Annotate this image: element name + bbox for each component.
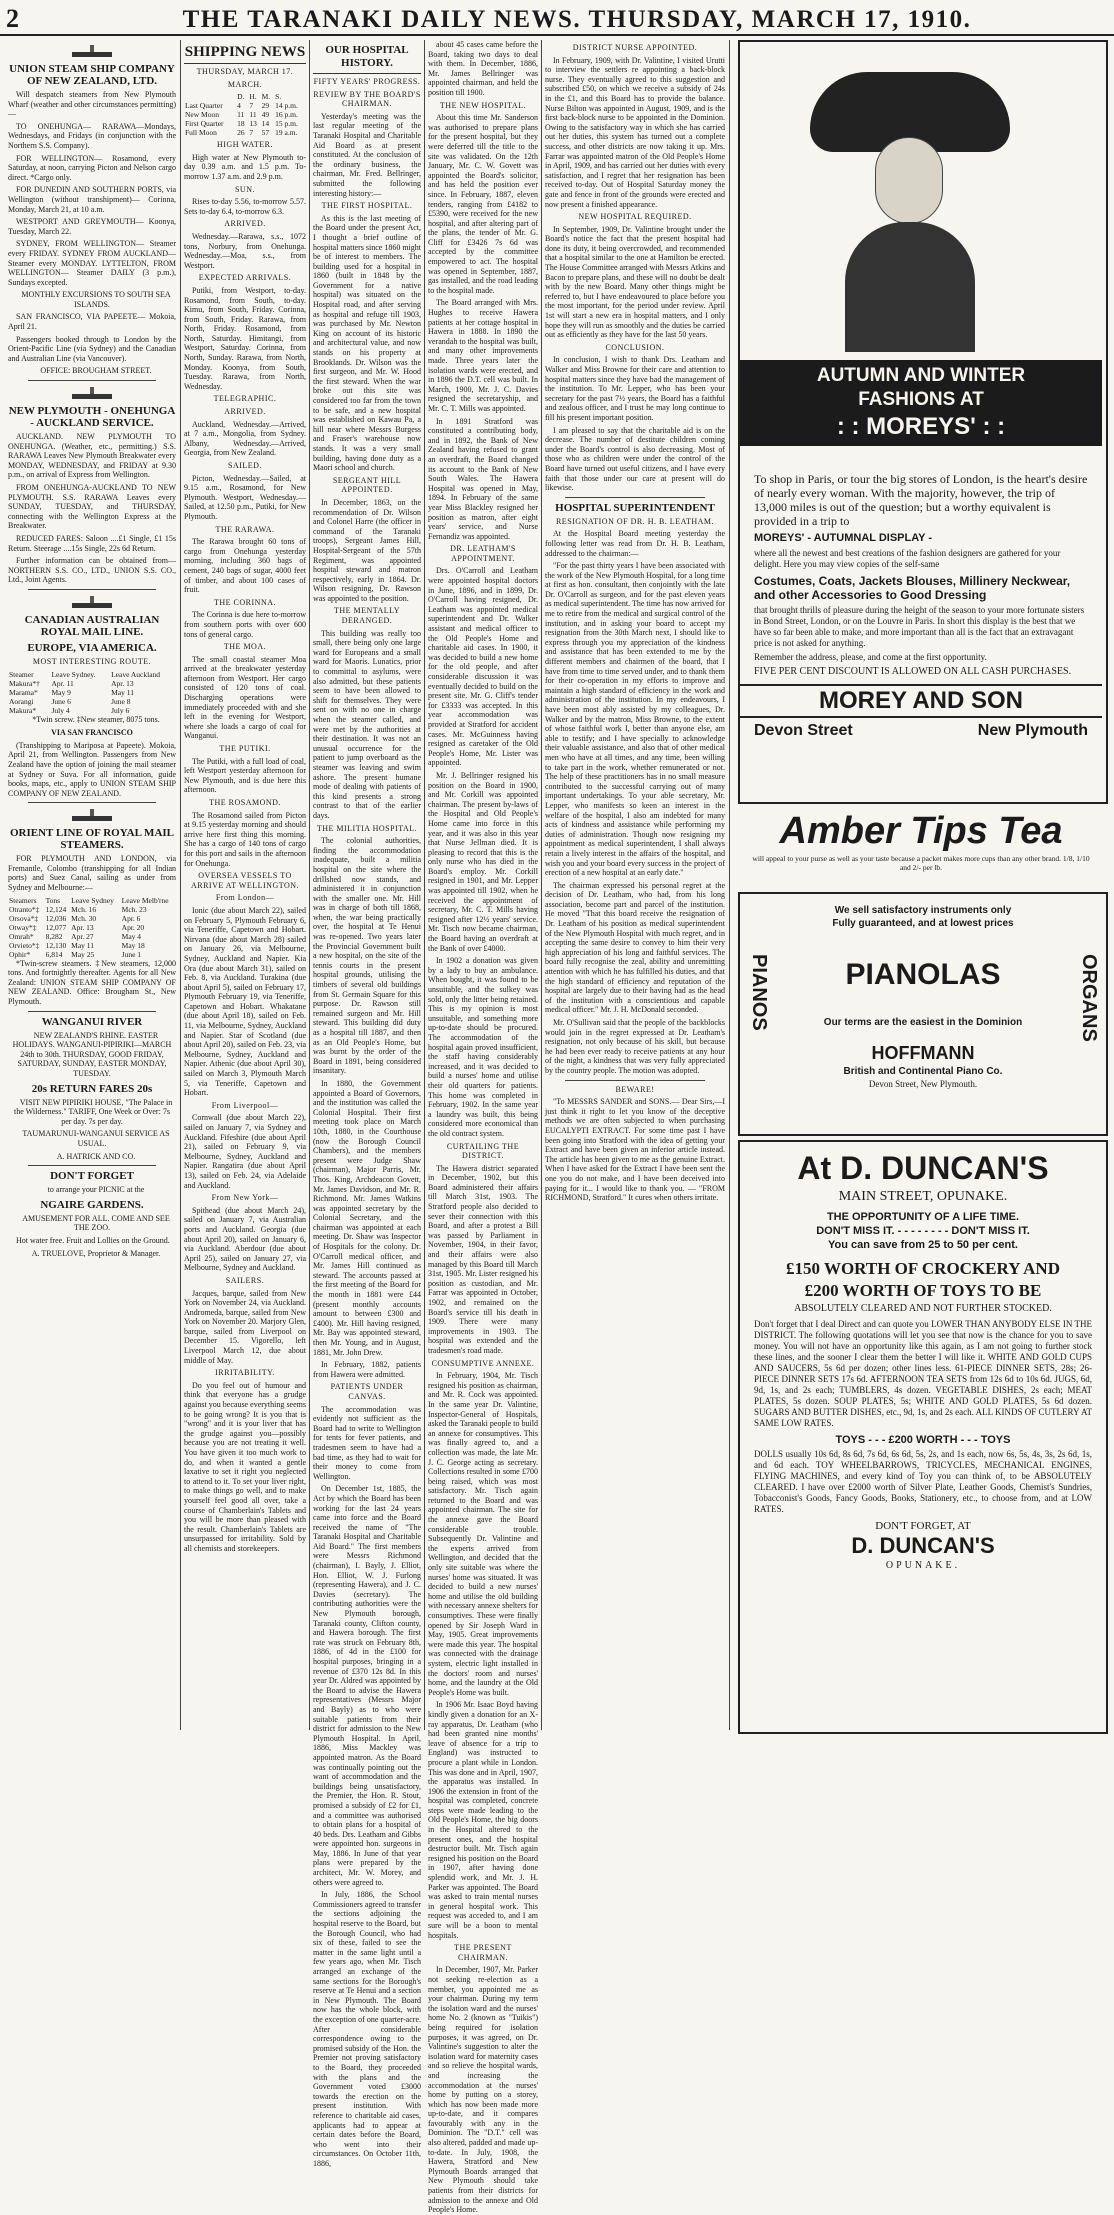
canadian-schedule-table <box>8 670 176 715</box>
fashion-title-line3: : : MOREYS' : : <box>836 413 1006 440</box>
table-row <box>8 688 176 697</box>
table-cell: Apr. 11 <box>51 678 74 688</box>
duncans-street: MAIN STREET, OPUNAKE. <box>838 1189 1008 1204</box>
article-paragraph: In 1891 Stratford was constituted a contributing body, and in 1892, the Bank of New Zealand having refused to grant an overdraft, the Board changed its account to the Bank of New South Wales. The Hawera Hospital was opened in May, 1894. In February of the same year Miss Blackley resigned her position as matron, after eight years' service, and Nurse Fernandiz was appointed. <box>428 416 538 541</box>
table-cell: Makura* <box>9 705 37 715</box>
table-cell: Full Moon <box>185 128 217 138</box>
cleared-line: ABSOLUTELY CLEARED AND NOT FURTHER STOCKED. <box>794 1303 1052 1314</box>
table-cell: 12,077 <box>45 922 67 932</box>
dont-miss-line: DON'T MISS IT. - - - - - - - - DON'T MISS IT. <box>816 1225 1030 1237</box>
table-cell: May 11 <box>111 687 134 697</box>
taumarunui-service: TAUMARUNUI-WANGANUI SERVICE AS USUAL. <box>22 1129 170 1148</box>
moon-phases-table <box>184 92 306 137</box>
table-cell: Apr. 13 <box>111 678 134 688</box>
article-paragraph: In 1902 a donation was given by a lady to buy an ambulance. When bought, it was found to be unsuitable, and the sulkey was sold, only the litter being retained. This is my opinion is most unsuitable, and something more up-to-date should be procured. The accommodation of the hospital again proved insufficient, the staff having considerably increased, and it was decided to build a nurses' home and utilise their old quarters for patients. This home was completed in February, 1902. In the same year a laundry was built, this being considered more economical than the old contract system. <box>428 956 538 1138</box>
high-water-heading: HIGH WATER. <box>216 140 273 150</box>
hoffmann-name: HOFFMANN <box>871 1043 975 1063</box>
table-cell: June 8 <box>111 696 131 706</box>
amber-tips-tea-advert <box>738 808 1104 886</box>
steamship-icon <box>62 385 122 401</box>
table-cell: Apr. 20 <box>121 922 145 932</box>
table-cell: Orvieto*‡ <box>9 940 40 950</box>
firm-name: MOREY AND SON <box>740 684 1102 718</box>
amusement-text: AMUSEMENT FOR ALL. COME AND SEE THE ZOO. <box>22 1213 170 1233</box>
arrived2-text: Auckland, Wednesday.—Arrived, at 7 a.m., Mongolia, from Sydney. Albany, Wednesday.—Arrived, Georgia, from New Zealand. <box>184 419 306 458</box>
toys-line: £200 WORTH OF TOYS TO BE <box>804 1281 1042 1300</box>
irritability-heading: IRRITABILITY. <box>215 1368 275 1378</box>
onehunga-np-body: FROM ONEHUNGA-AUCKLAND TO NEW PLYMOUTH. S.S. RARAWA Leaves every SUNDAY, TUESDAY, and THURSDAY, connecting with the Wellington Express at the Breakwater. <box>8 483 176 531</box>
dont-forget-line: DON'T FORGET, AT <box>875 1520 971 1532</box>
table-header: H. <box>249 92 257 102</box>
table-cell: 14 <box>261 119 270 129</box>
from-liverpool-text: Cornwall (due about March 22), sailed on January 7, via Sydney and Auckland. Fifeshire (due about April 21), sailed on February 9, via Melbourne, Sydney, Auckland and Napier. Rangatira (due about April 13), sailed on Feb. 24, via Adelaide and Auckland. <box>184 1113 306 1190</box>
firm-address <box>740 718 1102 744</box>
table-cell: Last Quarter <box>185 101 223 111</box>
fashion-body: To shop in Paris, or tour the big stores of London, is the heart's desire of nearly every woman. With the majority, however, the trip of 13,000 miles is out of the question; but a worthy equivalent is provided in a trip to <box>754 472 1088 528</box>
reduced-fares: REDUCED FARES: Saloon ....£1 Single, £1 15s Return. Steerage ....15s Single, 22s 6d Return. <box>8 533 176 553</box>
table-cell: May 9 <box>51 687 71 697</box>
table-cell: 7 <box>249 128 254 138</box>
moa-text: The small coastal steamer Moa arrived at the breakwater yesterday afternoon from Westport. Her cargo consisted of 120 tons of coal. Discharging operations were immediately proceeded with and she left in the evening for Westport, where she loads a cargo of coal for Wanganui. <box>184 654 306 741</box>
westport-service: WESTPORT AND GREYMOUTH— Koonya, Tuesday, March 22. <box>8 217 176 236</box>
table-cell: New Moon <box>185 110 219 120</box>
table-cell: May 18 <box>121 940 145 950</box>
canadian-heading: CANADIAN AUSTRALIAN ROYAL MAIL LINE. <box>24 613 160 638</box>
hospital-history-column-1 <box>313 40 421 2168</box>
rosamond-heading: THE ROSAMOND. <box>209 798 281 807</box>
orient-body: FOR PLYMOUTH AND LONDON, via Fremantle, Colombo (transhipping for all Indian ports) and Suez Canal, sailing as under from Sydney and Melbourne:— <box>8 854 176 893</box>
table-cell: 12,130 <box>45 940 67 950</box>
column-rule <box>541 40 542 1730</box>
review-subheading: REVIEW BY THE BOARD'S CHAIRMAN. <box>313 89 421 109</box>
steamship-icon <box>62 594 122 610</box>
table-cell: Orsova*‡ <box>9 913 39 923</box>
table-cell: Makura*† <box>9 678 40 688</box>
onehunga-service: TO ONEHUNGA— RARAWA—Mondays, Wednesdays, and Fridays (in conjunction with the Northern S.S. Company). <box>8 121 176 150</box>
table-cell: 26 <box>237 128 245 138</box>
new-hospital-heading: THE NEW HOSPITAL. <box>439 100 527 110</box>
divider <box>565 497 705 498</box>
divider <box>565 1080 705 1081</box>
wanganui-heading: WANGANUI RIVER <box>41 1015 143 1028</box>
article-paragraph: Mr. O'Sullivan said that the people of the backblocks would join in the regret expressed at Dr. Leatham's resignation, not only because of his skill, but because he had been ever ready to receive patients at any hour of the night, a kindness that was very fully appreciated by the country people. The motion was adopted. <box>545 1018 725 1075</box>
table-cell: 4 <box>237 101 241 111</box>
article-paragraph: Yesterday's meeting was the last regular meeting of the Taranaki Hospital and Charitable Aid Board as at present constituted. At the conclusion of the ordinary business, the chairman, Mr. Fred. Bellringer, submitted the following interesting history:— <box>313 111 421 198</box>
table-cell: 15 p.m. <box>275 119 298 129</box>
ngaire-gardens: NGAIRE GARDENS. <box>40 1198 144 1211</box>
table-cell: Otranto*‡ <box>9 904 40 914</box>
save-line: You can save from 25 to 50 per cent. <box>828 1239 1018 1251</box>
table-row <box>8 914 176 923</box>
beware-heading: BEWARE! <box>615 1084 655 1094</box>
table-cell: 16 p.m. <box>275 110 298 120</box>
schedule-notes: *Twin screw. ‡New steamer, 8075 tons. <box>32 714 160 724</box>
fashion-copy <box>740 472 1102 744</box>
first-hospital-heading: THE FIRST HOSPITAL. <box>321 201 413 211</box>
hatrick-agents: A. HATRICK AND CO. <box>56 1151 136 1161</box>
article-paragraph: Mr. J. Bellringer resigned his position on the Board in 1900, and Mr. Corkill was appointed chairman. The present by-laws of the Hospital and Old People's Home came into force in this year, and it was also in this year that Nurse Jellman died. It is pleasing to record that this is the only nurse who has died in the Board's employ. Mr. Corkill resigned in 1901, and Mr. Lepper was appointed till 1902, when he received the appointment of secretary, Mr. C. T. Mills having resigned after 12½ years' service. Mr. Tisch now became chairman, the Board having an overdraft at the Bank of over £4000. <box>428 770 538 953</box>
divider <box>28 802 156 803</box>
high-water-text: High water at New Plymouth to-day 0.39 a.m. and 1.5 p.m. To-morrow 1.37 a.m. and 2.9 p.m. <box>184 152 306 181</box>
table-header: Steamer <box>9 669 34 679</box>
table-row <box>184 128 306 137</box>
table-cell: Ophir* <box>9 949 31 959</box>
hospital-history-column-3 <box>545 40 725 1730</box>
article-paragraph: In February, 1882, patients from Hawera were admitted. <box>313 1360 421 1379</box>
table-row <box>8 941 176 950</box>
table-cell: Otway*‡ <box>9 922 37 932</box>
table-row <box>8 706 176 715</box>
rarawa-heading: THE RARAWA. <box>215 524 275 534</box>
article-paragraph: On December 1st, 1885, the Act by which the Board has been working for the last 24 years came into force and the Board received the name of "The Taranaki Hospital and Charitable Aid Board." The first members were Messrs Richmond (chairman), I. Bayly, J. Elliot, Hon. Elliot, W. J. Furlong (representing Hawera), and J. C. Davies (secretary). The contributing authorities were the New Plymouth borough, Taranaki county, Clifton county, and Hawera borough. The first rate was struck on February 8th, 1886, of 4d in the £100 for hospital purposes, bringing in a revenue of £370 12s 8d. In this year Dr. Aldred was appointed by the Board to advise the Hawera representatives (Messrs Major and Bayly) as to who were suitable patients from their district for admission to the New Plymouth Hospital. In April, 1886, Miss Mackley was appointed matron. As the Board was continually pointing out the want of accommodation and the buildings being unsatisfactory, the Premier, the Hon. R. Stout, promised a subsidy of £2 for £1, and a committee was authorised to obtain plans for a hospital of 40 beds. Drs. Leatham and Gibbs were appointed hon. surgeons in May, 1886. In June of that year plans were prepared by the architect, Mr. W. Morey, and others were agreed to. <box>313 1484 421 1887</box>
sanfran-heading: VIA SAN FRANCISCO <box>51 728 133 738</box>
piano-instruments: We sell satisfactory instruments only <box>834 905 1012 916</box>
from-london-text: Ionic (due about March 22), sailed on February 5, Plymouth February 6, via Teneriffe, Capetown and Hobart. Nirvana (due about March 28) sailed on January 26, via Melbourne, Sydney, Auckland and Napier. Kia Ora (due about March 31), sailed on Feb. 8, via Auckland. Turakina (due about April 5), sailed on February 17, Plymouth February 19, via Teneriffe, Capetown and Hobart. Whakatane (due about April 18), sailed on Feb. 11, via Melbourne, Sydney, Auckland and Napier. Star of Scotland (due about April 20), sailed on Feb. 23, via Melbourne, Sydney, Auckland and Napier. Athenic (due about April 30), sailed on March 3, Plymouth March 5, via Teneriffe, Capetown and Hobart. <box>184 905 306 1098</box>
article-paragraph: In February, 1909, with Dr. Valintine, I visited Urutti to interview the settlers re appointing a back-block nurse. They eventually agreed to this suggestion and subscribed £50, on which we receive a subsidy of 24s in the £1, and this Board has to provide the balance. Nurse Bilton was appointed in August, 1909, and is the first back-block nurse to be appointed in the Dominion. Owing to the satisfactory way in which she has carried out her duties, this system has turned out a complete success, and other districts are now taking it up. Mrs. Farrar was appointed matron of the Old People's Home in April, 1909, and has carried out her duties with every satisfaction, and I regret that her resignation has been received to-day. Out of Hospital Saturday money the gate and fence in front of the grounds were erected and now present a finished appearance. <box>545 55 725 209</box>
from-newyork-heading: From New York— <box>211 1193 279 1203</box>
hospital-history-column-2 <box>428 40 538 2215</box>
union-intro: Will despatch steamers from New Plymouth Wharf (weather and other circumstances permitting)— <box>8 90 176 119</box>
autumnal-display: MOREYS' - AUTUMNAL DISPLAY - <box>754 532 933 544</box>
arrived-text: Wednesday.—Rarawa, s.s., 1072 tons, Norbury, from Onehunga. Wednesday.—Moa, s.s., from Westport. <box>184 231 306 270</box>
orient-heading: ORIENT LINE OF ROYAL MAIL STEAMERS. <box>9 827 175 852</box>
table-row <box>8 679 176 688</box>
firm-town: New Plymouth <box>977 722 1088 739</box>
article-paragraph: Drs. O'Carroll and Leatham were appointed hospital doctors in June, 1896, and in 1899, Dr. O'Carroll having resigned, Dr. Leatham was appointed medical superintendent and Dr. Walker assistant and medical officer to the Old People's Home and charitable aid cases. In 1900, it was decided to build a new home for the old people, and after considerable discussion it was eventually decided to build on the present site. Mr. G. Cliff's tender for £3333 was accepted. In this year accommodation was provided at Stratford for accident cases. Mr. McGuinness having resigned as caretaker of the Old People's Home, Mr. Lister was appointed. <box>428 566 538 768</box>
article-paragraph: About this time Mr. Sanderson was authorised to prepare plans for the present hospital, but they were deferred till the title to the site was validated. On the 12th January, Mr. C. W. Govett was appointed the Board's solicitor, and has held the position ever since. In February, 1887, eleven tenders, ranging from £4182 to £5390, were received for the new hospital, and after altering part of the plans, the tender of Mr. G. Cliff for £3426 7s 6d was accepted by the committee empowered to act. The hospital was opened in September, 1887, gas installed, and the road leading to the hospital made. <box>428 113 538 295</box>
article-paragraph: This building was really too small, there being only one large ward for Europeans and a small ward for Maoris. Lunatics, prior to committal to asylums, were also admitted, but these patients seem to have been allowed to shift for themselves. They were sent on with no one in charge when the steamer called, and were met by the authorities at their destination. It was not an unusual occurrence for the patient to jump overboard as the steamer was leaving and swim ashore. The present humane mode of dealing with patients of this kind presents a strong contrast to that of the earlier days. <box>313 628 421 820</box>
moon-heading: MARCH. <box>227 79 263 89</box>
table-row <box>8 923 176 932</box>
irritability-text: Do you feel out of humour and think that everyone has a grudge against you because everything seems to be going wrong? It is you that is "wrong" and it is your liver that has the grudge against you—possibly because you are not treating it well. You have given it too much work to do, and when it wanted a gentle laxative to set it right you neglected to attend to it. To set your liver right, to make things go well, and to make yourself feel good all over, take a course of Chamberlain's Tablets and you will be more than pleased with the result. Chamberlain's Tablets are unsurpassed for irritability. Sold by all chemists and storekeepers. <box>184 1380 306 1553</box>
table-header: Leave Sydney. <box>51 669 96 679</box>
sydney-service: SYDNEY, FROM WELLINGTON— Steamer every FRIDAY. SYDNEY FROM AUCKLAND— Steamer every MONDAY. LYTTELTON, FROM WELLINGTON— Steamer DAILY (3 p.m.), Sundays excepted. <box>8 239 176 287</box>
column-rule <box>729 40 730 1730</box>
shipping-ads-column <box>8 40 176 1730</box>
article-paragraph: In September, 1909, Dr. Valintine brought under the Board's notice the fact that the present hospital had done its duty, it being overcrowded, and recommended that a hospital similar to the one at Hamilton be erected. The House Committee arranged with Messrs Atkins and Bacon to prepare plans, and these will no doubt be dealt with by the new Board. Many other things might be referred to, but I have endeavoured to place before you the most important, for the period under review. April 1st will start a new era in hospital matters, and I only hope they will run as smoothly and the duties be carried out as efficiently as they have for the last 50 years. <box>545 224 725 340</box>
proprietor: A. TRUELOVE, Proprietor & Manager. <box>31 1248 161 1258</box>
gown-illustration <box>845 222 975 352</box>
expected-heading: EXPECTED ARRIVALS. <box>198 273 292 283</box>
table-cell: First Quarter <box>185 119 224 129</box>
wanganui-body: NEW ZEALAND'S RHINE. EASTER HOLIDAYS. WANGANUI-PIPIRIKI—MARCH 24th to 30th. THURSDAY, GOOD FRIDAY, SATURDAY, SUNDAY, EASTER MONDAY, TUESDAY. <box>12 1030 172 1078</box>
overseas-heading: OVERSEA VESSELS TO ARRIVE AT WELLINGTON. <box>190 871 300 890</box>
article-paragraph: The colonial authorities, finding the accommodation inadequate, built a militia hospital on the site where the drillshed now stands, and administered it in conjunction with the smaller one. Mr. Hill was in charge of both till 1868, when, the war being practically over, the hospital at Te Henui was re-opened. Two years later the Provincial Government built a new hospital, on the site of the tennis courts in the present hospital grounds, utilising the timbers of several old buildings from St. Germain Square for this purpose. Dr. Rawson still remained surgeon and Mr. Hill steward. This building did duty as a hospital till 1887, and then as an Old People's Home, but was burnt by the order of the Board in 1891, being considered insanitary. <box>313 836 421 1076</box>
table-cell: July 4 <box>51 705 70 715</box>
duncans-name: D. DUNCAN'S <box>851 1533 995 1558</box>
table-cell: May 11 <box>71 940 95 950</box>
putiki-heading: THE PUTIKI. <box>219 744 271 754</box>
table-cell: 11 <box>249 110 257 120</box>
organs-side-label: ORGANS <box>1078 954 1100 1042</box>
orient-notes: *Twin-screw steamers. ‡New steamers, 12,000 tons. And fortnightly thereafter. Agents for all New Zealand: UNION STEAM SHIP COMPANY OF NEW ZEALAND. Office: Brougham St., New Plymouth. <box>8 958 176 1007</box>
table-cell: 18 <box>237 119 245 129</box>
table-header-row <box>184 92 306 101</box>
fashion-banner <box>740 360 1102 446</box>
table-header: D. <box>237 92 245 102</box>
excursions: MONTHLY EXCURSIONS TO SOUTH SEA ISLANDS. <box>21 290 171 309</box>
divider <box>28 1165 156 1166</box>
route-subheading: MOST INTERESTING ROUTE. <box>32 656 152 666</box>
present-chairman-heading: THE PRESENT CHAIRMAN. <box>454 1943 512 1962</box>
divider <box>28 380 156 381</box>
telegraphic-heading: TELEGRAPHIC. <box>213 394 277 404</box>
article-paragraph: As this is the last meeting of the Board under the present Act, I thought a brief outline of hospital matters since 1860 might be of interest to members. The building used for a hospital in 1860 (built in 1848 by the Government for a native hospital) was situated on the Hospital road, and after serving as hospital and refuge till 1903, was purchased by Mr. Newton King on account of its historic and architectural value, and now stands on his property at Brooklands. Dr. Wilson was the first surgeon, and Mr. W. Hood the first steward. When the war broke out this site was considered too far from the town to be safe, and a new hospital was established on Kawau Pa, a hill near where Messrs Burgess and Fraser's warehouse now stands. It was a very small building, having done duty as a Maori school and church. <box>313 213 421 473</box>
hot-water-text: Hot water free. Fruit and Lollies on the Ground. <box>16 1235 170 1245</box>
table-cell: May 25 <box>71 949 95 959</box>
table-row <box>184 101 306 110</box>
table-row <box>8 950 176 959</box>
face-illustration <box>875 137 943 224</box>
article-paragraph: "For the past thirty years I have been associated with the work of the New Plymouth Hospital, for a long time at first as hon. consultant, then conjointly with the late Dr. O'Carroll as surgeon, and for the past eleven years as medical superintendent. The time has now arrived for me to retire from the medical and surgical control of the institution, and in asking your board to accept my resignation from the 30th March next, I should like to express through you my appreciation of the kindness and assistance that has been extended to me by the different members and chairmen of the board, that I have from time to time served under, and to thank them for their co-operation in my efforts to improve and maintain a high standard of efficiency in the work and administration of the institution. In my endeavours, I have been most ably assisted by my colleagues, Dr. Walker and by the matron, Miss Browne, to the extent of whose faithful work I, better than anyone else, am able to testify; and I have specially to acknowledge their valuable assistance, and also that of other medical men who have at all times, and any time, been willing to take part in the work, whether remunerated or not. The help of these practitioners has in no small measure contributed to the successful carrying out of many important undertakings. To your able secretary, Mr. Lepper, who manifests so keen an interest in the welfare of the hospital, I also am indebted for many acts of kindness and assistance while performing my duties of administration. Though now resigning my appointment as medical superintendent, I shall always retain a lively interest in the affairs of the hospital, and wish you and your board every success in the project of erection of a new hospital at an early date." <box>545 561 726 878</box>
column-rule <box>424 40 425 1730</box>
duncans-advert <box>738 1140 1108 1734</box>
clothing-items: Costumes, Coats, Jackets Blouses, Millinery Neckwear, and other Accessories to Good Dressing <box>754 574 1071 602</box>
fashion-title-line2: FASHIONS AT <box>858 389 984 410</box>
table-cell: 8,282 <box>45 931 63 941</box>
piano-guarantee: Fully guaranteed, and at lowest prices <box>832 918 1014 929</box>
sergeant-hill-heading: SERGEANT HILL APPOINTED. <box>332 475 402 495</box>
union-heading: UNION STEAM SHIP COMPANY OF NEW ZEALAND, LTD. <box>9 63 175 87</box>
article-paragraph: At the Hospital Board meeting yesterday the following letter was read from Dr. H. B. Leatham, addressed to the chairman:— <box>545 529 725 558</box>
consumptive-annexe-heading: CONSUMPTIVE ANNEXE. <box>431 1358 535 1368</box>
article-paragraph: I am pleased to say that the charitable aid is on the decrease. The number of destitute children coming under the Board's control is also decreasing. Most of those who as children were under the control of the Board have turned out useful citizens, and I have every faith that those under our care at present will do likewise. <box>545 425 725 493</box>
district-nurse-heading: DISTRICT NURSE APPOINTED. <box>572 43 698 52</box>
table-header: Leave Melb'rne <box>121 895 169 905</box>
return-fares: 20s RETURN FARES 20s <box>31 1082 153 1095</box>
picnic-text: to arrange your PICNIC at the <box>47 1185 145 1195</box>
table-cell: Mch. 30 <box>71 913 97 923</box>
pipiriki-house: VISIT NEW PIPIRIKI HOUSE, "The Palace in the Wilderness." TARIFF, One Week or Over: 7s per day. 7s per day. <box>14 1097 173 1126</box>
hoffmann-address: Devon Street, New Plymouth. <box>868 1079 978 1089</box>
table-cell: Marama* <box>9 687 38 697</box>
shipping-date: THURSDAY, MARCH 17. <box>196 67 294 76</box>
remember-address: Remember the address, please, and come at the first opportunity. <box>754 652 987 662</box>
dunedin-service: FOR DUNEDIN AND SOUTHERN PORTS, via Wellington (without transhipment)— Corinna, Monday, March 21, at 10 a.m. <box>8 185 176 214</box>
table-cell: Apr. 13 <box>71 922 94 932</box>
article-paragraph: In February, 1904, Mr. Tisch resigned his position as chairman, and Mr. R. Cock was appointed. In the same year Dr. Valintine, Inspector-General of Hospitals, asked the Taranaki people to build an annexe for consumptives. This was finally agreed to, and a collection was made, the late Mr. J. C. George acting as secretary. Collections resulted in some £700 being raised, which was most satisfactory. Mr. Tisch again returned to the Board and was appointed chairman. The site for the annexe gave the Board considerable trouble. Subsequently Dr. Valintine and the experts arrived from Wellington, and decided that the only site suitable was where the nurses' home was situated. It was decided to build a new nurses' home and utilise the old building with necessary annexe shelters for consumptives. These were finally opened by Sir Joseph Ward in May, 1905. Great improvements were made this year. The hospital was connected with the drainage system, electric light installed in the doctors' room and nurses' home, and the laundry at the Old People's Home was built. <box>428 1371 538 1697</box>
column-rule <box>180 40 181 1730</box>
table-cell: Apr. 27 <box>71 931 94 941</box>
steamship-icon <box>62 807 122 823</box>
table-header: Leave Sydney <box>71 895 114 905</box>
conclusion-heading: CONCLUSION. <box>605 342 665 352</box>
hoffmann-pianos-advert <box>738 892 1108 1136</box>
article-paragraph: The accommodation was evidently not sufficient as the Board had to write to Wellington for tents for fever patients, and tradesmen seem to have had a bad time, as they had to wait for their money to come from Wellington. <box>313 1404 421 1481</box>
divider <box>28 589 156 590</box>
curtailing-heading: CURTAILING THE DISTRICT. <box>446 1141 520 1161</box>
table-cell: Omrah* <box>9 931 34 941</box>
arrived2-heading: ARRIVED. <box>224 407 266 417</box>
article-paragraph: In 1906 Mr. Isaac Boyd having kindly given a donation for an X-ray apparatus, Dr. Leatham (who had been granted nine months' leave of absence for a trip to England) was instructed to procure a plant while in London. This was done and in April, 1907, the apparatus was installed. In 1906 the extension in front of the hospital was completed, concrete steps were made leading to the Old People's Home, the big doors in the Hospital altered to the present ones, and the hospital destructor built. Mr. Tisch again resigned his position on the Board in 1907, after having done splendid work, and Mr. J. H. Parker was appointed. The Board was asked to train mental nurses in general hospital work. This request was acceded to, and I am sure will be a boon to mental hospitals. <box>428 1700 538 1940</box>
items-body: that brought thrills of pleasure during the height of the season to your more fortunate sisters in Bond Street, London, or on the Louvre in Paris. In short this display is the best that we have so far been able to make, and more important than all is the fact that an extravagant price is not asked for anything. <box>754 605 1085 648</box>
opportunity-line: THE OPPORTUNITY OF A LIFE TIME. <box>826 1211 1020 1223</box>
crockery-line: £150 WORTH OF CROCKERY AND <box>786 1259 1060 1278</box>
shipping-news-column <box>184 40 306 1730</box>
table-cell: June 6 <box>51 696 71 706</box>
toys-heading: TOYS - - - £200 WORTH - - - TOYS <box>835 1434 1011 1446</box>
article-paragraph: In December, 1863, on the recommendation of Dr. Wilson and Colonel Harre (the officer in command of the Taranaki troops), Sergeant James Hill, Hospital-Sergeant of the 57th Regiment, was appointed hospital steward and matron respectively, early in 1864. Dr. Wilson resigning, Dr. Rawson was appointed to the position. <box>313 497 421 603</box>
display-body: where all the newest and best creations of the fashion designers are gathered for your delight. Here you may view copies of the self-same <box>754 548 1061 569</box>
table-header: Tons <box>45 895 61 905</box>
resignation-subheading: RESIGNATION OF DR. H. B. LEATHAM. <box>555 516 715 526</box>
corinna-text: The Corinna is due here to-morrow from southern ports with over 600 tons of general cargo. <box>184 610 306 639</box>
wellington-service: FOR WELLINGTON— Rosamond, every Saturday, at noon, carrying Picton and Nelson cargo direct. *Cargo only. <box>8 153 176 182</box>
firm-street: Devon Street <box>754 722 853 739</box>
amber-tips-body: will appeal to your purse as well as your taste because a packet makes more cups than any other brand. 1/8, 1/10 and 2/- per lb. <box>752 854 1090 872</box>
sailers-text: Jacques, barque, sailed from New York on November 24, via Auckland. Andromeda, barque, sailed from New York on November 20. Marjory Glen, barque, sailed from Liverpool on December 15. Vigorello, left Liverpool March 12, due about middle of May. <box>184 1288 306 1365</box>
under-canvas-heading: PATIENTS UNDER CANVAS. <box>330 1382 404 1401</box>
np-onehunga-heading: NEW PLYMOUTH - ONEHUNGA - AUCKLAND SERVICE. <box>8 405 176 430</box>
table-header: M. <box>261 92 271 102</box>
table-header <box>184 92 236 101</box>
table-cell: 49 <box>261 110 270 120</box>
table-row <box>8 905 176 914</box>
fifty-years-subheading: FIFTY YEARS' PROGRESS. <box>313 77 421 86</box>
from-newyork-text: Spithead (due about March 24), sailed on January 7, via Australian ports and Auckland. Georgia (due about April 20), sailed on January 6, via Auckland. Aberdour (due about April 25), sailed on January 27, via Melbourne, Sydney and Auckland. <box>184 1205 306 1273</box>
pianos-side-label: PIANOS <box>748 954 770 1031</box>
hospital-history-heading: OUR HOSPITAL HISTORY. <box>313 44 421 74</box>
table-cell: 29 <box>261 101 270 111</box>
from-london-heading: From London— <box>215 893 275 903</box>
article-paragraph: In conclusion, I wish to thank Drs. Leatham and Walker and Miss Browne for their care and attention to hospital matters since they have had the management of the institution. To Mr. Lepper, who has been your secretary for the past 7½ years, the Board has a faithful and zealous officer, and I trust he may long continue to fill his present important position. <box>545 355 725 422</box>
table-header: Leave Auckland <box>111 669 161 679</box>
sailed-heading: SAILED. <box>228 461 262 470</box>
table-cell: 11 <box>237 110 245 120</box>
forget-heading: DON'T FORGET <box>50 1170 134 1183</box>
table-cell: 19 a.m. <box>275 128 298 138</box>
shipping-news-heading: SHIPPING NEWS <box>184 44 306 64</box>
table-row <box>8 932 176 941</box>
table-cell: 13 <box>249 119 257 129</box>
arrived-heading: ARRIVED. <box>224 219 266 229</box>
hoffmann-company: British and Continental Piano Co. <box>843 1066 1003 1077</box>
pianolas-label: PIANOLAS <box>845 958 1001 991</box>
sailed-text: Picton, Wednesday.—Sailed, at 9.15 a.m., Rosamond, for New Plymouth. Westport, Wednesday.—Sailed, at 12.50 p.m., Putiki, for New Plymouth. <box>184 473 306 521</box>
militia-hospital-heading: THE MILITIA HOSPITAL. <box>316 823 418 833</box>
column-rule <box>309 40 310 1730</box>
booked-through: Passengers booked through to London by the Orient-Pacific Line (via Sydney) and the Canadian and Australian Line (via Vancouver). <box>8 334 176 363</box>
article-paragraph: The chairman expressed his personal regret at the decision of Dr. Leatham, who had, from his long association, become part and parcel of the institution. He moved "That this board receive the resignation of Dr. Leatham of his position as medical superintendent of the New Plymouth Hospital with much regret, and in accepting the same desire to convey to him their very high appreciation of his long and faithful services. The board fully recognise the zeal, ability and unremitting attention with which he has fulfilled his duties, and that the high standard of efficiency and reputation of the hospital are largely due to their having had as the head of the institution with a conscientious and capable medical officer." Mr. J. H. McDonald seconded. <box>545 880 725 1015</box>
table-cell: Apr. 6 <box>121 913 141 923</box>
europe-heading: EUROPE, VIA AMERICA. <box>27 641 157 654</box>
table-cell: Mch. 16 <box>71 904 97 914</box>
newspaper-title: THE TARANAKI DAILY NEWS. THURSDAY, MARCH 17, 1910. <box>182 6 972 33</box>
amber-tips-title: Amber Tips Tea <box>779 810 1063 852</box>
table-header-row <box>8 670 176 679</box>
sailers-heading: SAILERS. <box>225 1275 265 1285</box>
rosamond-text: The Rosamond sailed from Picton at 9.15 yesterday morning and should arrive here first thing this morning. She has a cargo of 140 tons of cargo for this port and sails in the afternoon for Onehunga. <box>184 810 306 868</box>
table-cell: May 4 <box>121 931 142 941</box>
from-liverpool-heading: From Liverpool— <box>211 1100 279 1110</box>
union-office: OFFICE: BROUGHAM STREET. <box>40 366 152 376</box>
sanfran-service: SAN FRANCISCO, VIA PAPEETE— Mokoia, April 21. <box>8 312 176 332</box>
expected-text: Putiki, from Westport, to-day. Rosamond, from South, to-day. Kimu, from South, Friday. Corinna, from South, Friday. Rarawa, from North, Friday. Rosamond, from North, Saturday. Himitangi, from Westport, Saturday. Corinna, from North, Sunday. Rarawa, from North, Monday. Koonya, from South, Tuesday. Rarawa, from North, Wednesday. <box>184 285 306 391</box>
table-cell: 12,124 <box>45 904 67 914</box>
toys-body: DOLLS usually 10s 6d, 8s 6d, 7s 6d, 6s 6d, 5s, 2s, and 1s each, now 6s, 5s, 4s, 3s, 2s 6d, 1s, and 6d each. TOY WHEELBARROWS, TRICYCLES, MECHANICAL ENGINES, FLYING MACHINES, and every kind of Toy you can think of, to be ABSOLUTELY CLEARED. I have over £2000 worth of Silver Plate, Leather Goods, Chemist's Sundries, Tobacconist's Goods, Fancy Goods, Books, Stationery, etc., to choose from, and at LOW RATES. <box>754 1449 1092 1514</box>
duncans-town: OPUNAKE. <box>885 1560 961 1571</box>
article-paragraph: The Hawera district separated in December, 1902, but this Board administered their affairs till March 31st, 1903. The Stratford people also decided to sever their connection with this Board, and after a protest a Bill was passed by Parliament in November, 1904, in their favor, and their affairs were also managed by this Board till March 31st, 1905. Mr. Lister resigned his position as custodian, and Mr. Farrar was appointed in October, 1902, and remained on the Board's service till his death in 1909. There were many improvements in 1903. The hospital was extended and the tradesmen's road made. <box>428 1163 538 1355</box>
table-cell: 57 <box>261 128 270 138</box>
article-paragraph: The Board arranged with Mrs. Hughes to receive Hawera patients at her cottage hospital in Hawera in 1888. In 1890 the verandah to the hospital was built, and many other improvements made. Three years later the isolation wards were erected, and in 1896 the D.T. cell was built. In March, 1900, Mr. J. C. Davies resigned the secretaryship, and Mr. C. T. Mills was appointed. <box>428 298 538 413</box>
mentally-deranged-heading: THE MENTALLY DERANGED. <box>333 606 401 626</box>
superintendent-heading: HOSPITAL SUPERINTENDENT <box>555 501 715 514</box>
article-paragraph: In December, 1907, Mr. Parker not seeking re-election as a member, you appointed me as your chairman. During my term the isolation ward and the nurses' home No. 2 (known as "Tuikis") being required for isolation purposes, it was agreed, on Dr. Valintine's suggestion to alter the isolation ward for maternity cases and so relieve the hospital wards, and increasing the accommodation at the nurses' home by putting on a storey, which has now been made more up-to-date, and it compares favourably with any in the Dominion. The "D.T." cell was also altered, padded and made up-to-date. In July, 1908, the Hawera, Stratford and New Plymouth Boards arranged that New Plymouth should take patients from their districts for admission to the annexe and Old People's Home. <box>428 1965 538 2215</box>
table-header-row <box>8 896 176 905</box>
table-cell: 7 <box>249 101 254 111</box>
steamship-icon <box>62 43 122 59</box>
table-cell: July 6 <box>111 705 130 715</box>
new-hospital-required-heading: NEW HOSPITAL REQUIRED. <box>578 212 692 222</box>
divider <box>28 1011 156 1012</box>
sanfran-body: (Transhipping to Mariposa at Papeete). Mokoia, April 21, from Wellington. Passengers from New Zealand have the option of joining the mail steamer at Sydney or Suva. For all information, guide books, maps, etc., apply to UNION STEAM SHIP COMPANY OF NEW ZEALAND. <box>8 740 176 798</box>
table-row <box>184 119 306 128</box>
leatham-appointment-heading: DR. LEATHAM'S APPOINTMENT. <box>450 544 516 563</box>
rarawa-text: The Rarawa brought 60 tons of cargo from Onehunga yesterday morning, including 360 bags of cement, 240 bags of sugar, 4000 feet of timber, and about 100 cases of fruit. <box>184 537 306 595</box>
duncans-title: At D. DUNCAN'S <box>797 1150 1049 1186</box>
sun-heading: SUN. <box>234 184 255 194</box>
table-header: Steamers <box>9 895 37 905</box>
table-cell: 12,036 <box>45 913 67 923</box>
moreys-fashion-advert <box>738 40 1108 804</box>
table-header: S. <box>275 92 282 102</box>
table-cell: June 1 <box>121 949 142 959</box>
cash-discount: FIVE PER CENT DISCOUNT IS ALLOWED ON ALL CASH PURCHASES. <box>754 666 1072 677</box>
table-row <box>8 697 176 706</box>
duncans-body: Don't forget that I deal Direct and can quote you LOWER THAN ANYBODY ELSE IN THE DISTRICT. The following quotations will let you see that now is the chance for you to save money. You will not have an opportunity like this again, as I am not going to further stock these lines, and the sooner I clear them the better I will like it. WHITE AND GOLD CUPS AND SAUCERS, 5s 6d per dozen; other lines less. 61-PIECE DINNER SETS, 28s; 26-PIECE DINNER SETS 17s 6d. AFTERNOON TEA SETS from 12s 6d to 10s 6d. JUGS, 6d, 9d, 1s, and 2s each; TUMBLERS, 4s dozen. VEGETABLE DISHES, 2s each; MEAT PLATES, 5s dozen. SOUP PLATES, 5s; WHITE AND GOLD PLATES, 5s 6d dozen. SUGARS AND BUTTER DISHES, etc., 9d, 1s, and 2s each. ALL KINDS OF CUTLERY AT SAME LOW RATES. <box>754 1319 1092 1428</box>
np-onehunga-body: AUCKLAND. NEW PLYMOUTH TO ONEHUNGA. (Weather, etc., permitting.) S.S. RARAWA Leaves New Plymouth Breakwater every MONDAY, WEDNESDAY, and FRIDAY at 9.30 p.m., on arrival of Express from Wellington. <box>8 432 176 480</box>
moa-heading: THE MOA. <box>223 642 267 652</box>
piano-copy <box>780 904 1066 1090</box>
table-row <box>184 110 306 119</box>
beware-advert-text: "To MESSRS SANDER and SONS.— Dear Sirs,—I just think it right to let you know of the deceptive methods we are often subjected to when purchasing EUCALYPTI EXTRACT. For some time past I have been going into Stratford with the idea of getting your Extract and have been given an inferior article instead. The article has been given to me as the genuine Extract. When I have asked for the Extract I have been sent the one you do not make, and I have been deceived into paying for it... I would like to thank you. — "FROM RICHMOND, Stratford." It cures when others irritate. <box>545 1097 725 1203</box>
table-cell: Mch. 23 <box>121 904 147 914</box>
table-cell: 14 p.m. <box>275 101 298 111</box>
article-paragraph: about 45 cases came before the Board, taking two days to deal with them. In December, 1886, Mr. James Bellringer was appointed chairman, and held the position till 1900. <box>428 40 538 97</box>
article-paragraph: In 1880, the Government appointed a Board of Governors, and the institution was called the Colonial Hospital. Their first meeting took place on March 10th, 1880, in the Courthouse (now the Borough Council Chambers), and the members present were Judge Shaw (chairman), Major Parris, Mr. Thos. King, Archdeacon Govett, Mr. James Davidson, and Mr. R. Richmond. Mr. James Watkins was appointed secretary by the Colonial Secretary, and the chairman was appointed at each meeting. Dr. Shaw was Inspector of Hospitals for the colony. Dr. O'Carroll medical officer, and Mr. James Hill continued as steward. The accounts passed at the first meeting of the Board for the month in 1881 were £44 (present monthly accounts amount to between £300 and £400). Mr. Hill having resigned, Mr. Bay was appointed steward, then Mr. Young, and in August, 1881, Mr. John Drew. <box>313 1078 421 1357</box>
page-number: 2 <box>6 4 19 33</box>
orient-schedule-table <box>8 896 176 959</box>
table-cell: 6,814 <box>45 949 63 959</box>
corinna-heading: THE CORINNA. <box>214 597 276 607</box>
fashion-illustration <box>810 52 1010 352</box>
putiki-text: The Putiki, with a full load of coal, left Westport yesterday afternoon for New Plymouth, and is due here this afternoon. <box>184 756 306 795</box>
table-cell: Aorangi <box>9 696 34 706</box>
piano-terms: Our terms are the easiest in the Dominion <box>823 1017 1023 1028</box>
joint-agents: Further information can be obtained from— NORTHERN S.S. CO., LTD., UNION S.S. CO., Ltd., Joint Agents. <box>8 556 176 585</box>
article-paragraph: In July, 1886, the School Commissioners agreed to transfer the sections adjoining the hospital reserve to the Board, but the Borough Council, who had six of these, failed to see the matter in the same light until a few years ago, when Mr. Tisch arranged an exchange of the same sections for the Borough's reserve at Te Henui and a section in New Plymouth. The Board now has the whole block, with the exception of one quarter-acre. After considerable correspondence owing to the promised subsidy of the Hon. the Premier not proving satisfactory to the Board, they proceeded with the plans and the Government voted £3000 towards the erection on the present institution. With reference to charitable aid cases, applicants had to appear at certain dates before the Board, who went into their circumstances. On October 11th, 1886, <box>313 1890 421 2168</box>
sun-text: Rises to-day 5.56, to-morrow 5.57. Sets to-day 6.4, to-morrow 6.3. <box>184 197 306 216</box>
fashion-title-line1: AUTUMN AND WINTER <box>816 365 1026 386</box>
masthead <box>0 0 1114 36</box>
